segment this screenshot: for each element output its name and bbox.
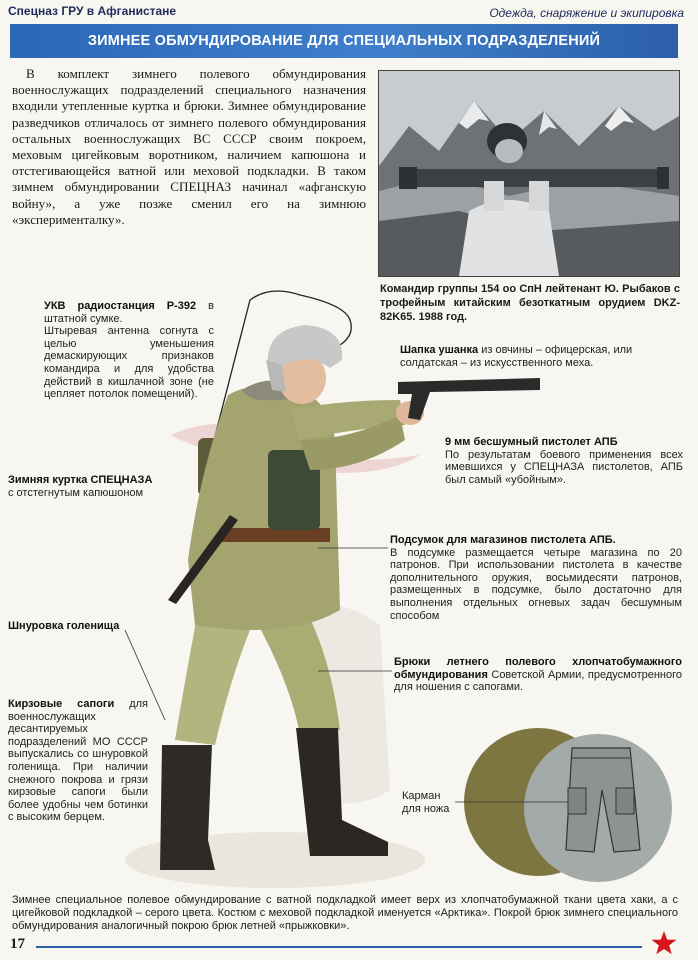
- note-laces-title: Шнуровка голенища: [8, 620, 120, 632]
- note-boots: [8, 698, 148, 824]
- note-radio: [44, 300, 214, 401]
- note-laces: [8, 620, 158, 633]
- book-title: Спецназ ГРУ в Афганистане: [8, 4, 177, 18]
- note-pistol-title: 9 мм бесшумный пистолет АПБ: [445, 436, 618, 448]
- note-radio-title: УКВ радиостанция Р-392: [44, 300, 197, 312]
- note-pocket-line1: Карман: [402, 790, 441, 802]
- page-number: 17: [10, 936, 25, 952]
- note-radio-text2: Штыревая антенна согнута с целью уменьшения демаскирующих признаков командира и для удобства действий в кишлачной зоне (не цепляет потолок помещений).: [44, 325, 214, 401]
- section-title: Одежда, снаряжение и экипировка: [489, 6, 684, 20]
- belt: [220, 528, 330, 542]
- note-knife-pocket: [402, 790, 462, 815]
- note-pistol-text: По результатам боевого применения всех имевшихся у СПЕЦНАЗА пистолетов, АПБ был самый «убойным».: [445, 448, 683, 486]
- note-pouch: [390, 534, 682, 622]
- note-pocket-line2: для ножа: [402, 802, 450, 815]
- footer-rule: [36, 946, 642, 948]
- note-boots-title: Кирзовые сапоги: [8, 698, 115, 710]
- banner-title: ЗИМНЕЕ ОБМУНДИРОВАНИЕ ДЛЯ СПЕЦИАЛЬНЫХ ПОДРАЗДЕЛЕНИЙ: [87, 33, 601, 49]
- apb-pistol: [398, 378, 540, 420]
- note-jacket-text: с отстегнутым капюшоном: [8, 486, 144, 499]
- footer-paragraph: Зимнее специальное полевое обмундирование с ватной подкладкой имеет верх из хлопчатобумажной ткани цвета хаки, а с цигейковой подкладкой – серого цвета. Костюм с меховой подкладкой именуется «Арктика». Покрой брюк зимнего специального обмундирования аналогичный покрою брюк летней «прыжковки».: [12, 894, 678, 932]
- note-boots-text: для военнослужащих десантируемых подразделений МО СССР выпускались со шнуровкой голенища. При наличии снежного покрова и грязи кирзовые сапоги были более удобны чем ботинки с высоким берцем.: [8, 698, 148, 824]
- note-hat-text: из овчины – офицерская, или солдатская – из искусственного меха.: [400, 344, 633, 369]
- knife-pocket: [568, 788, 586, 814]
- left-boot: [160, 745, 215, 870]
- note-pistol: [445, 436, 683, 486]
- note-radio-text1: в штатной сумке.: [44, 300, 214, 325]
- note-trousers-title: Брюки летнего полевого хлопчатобумажного обмундирования: [394, 656, 682, 681]
- note-trousers-text: Советской Армии, предусмотренного для ношения с сапогами.: [394, 668, 682, 694]
- note-jacket: [8, 474, 178, 499]
- photo-caption: Командир группы 154 оо СпН лейтенант Ю. Рыбаков с трофейным китайским безоткатным орудием DKZ-82K65. 1988 год.: [380, 283, 680, 323]
- note-trousers: [394, 656, 682, 694]
- note-pouch-title: Подсумок для магазинов пистолета АПБ.: [390, 534, 616, 546]
- red-star-icon: [650, 930, 678, 956]
- intro-paragraph: В комплект зимнего полевого обмундирования военнослужащих подразделений специального назначения входили утепленные куртка и брюки. Зимнее обмундирование разведчиков отличалось от зимнего полевого обмундирования остальных военнослужащих ВС СССР своим покроем, меховым цигейковым воротником, наличием капюшона и отстегивающейся ватной или меховой подкладки. В таком зимнем обмундировании СПЕЦНАЗ начинал «афганскую войну», а уже позже сменил его на зимнюю «эксперименталку».: [12, 66, 366, 227]
- note-jacket-title: Зимняя куртка СПЕЦНАЗА: [8, 474, 153, 486]
- note-hat-title: Шапка ушанка: [400, 344, 479, 356]
- note-pouch-text: В подсумке размещается четыре магазина по 20 патронов. При использовании пистолета в качестве дополнительного оружия, восьмидесяти патронов, размещенных в подсумке, было достаточно для выполнения отдельных огневых задач бесшумным способом: [390, 546, 682, 622]
- note-hat: [400, 344, 640, 369]
